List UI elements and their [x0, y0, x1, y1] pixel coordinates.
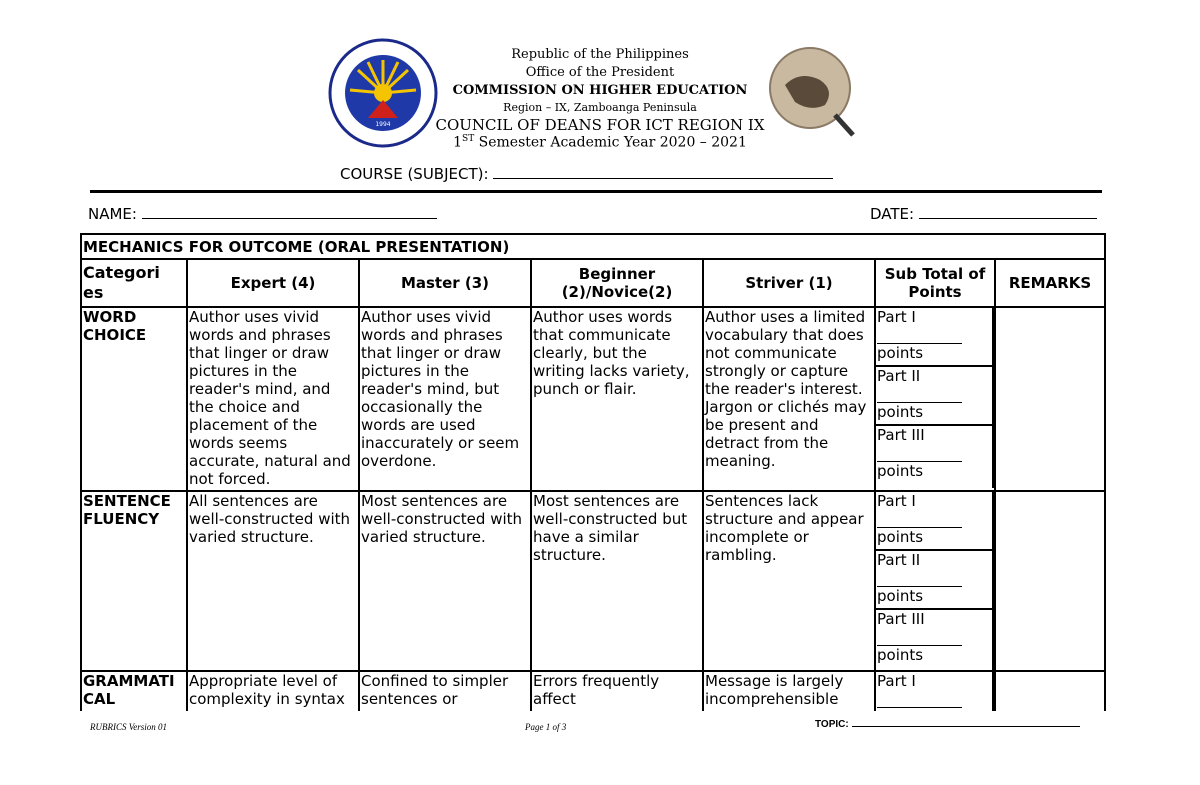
date-input-line[interactable]	[919, 218, 1097, 219]
cell-striver: Sentences lack structure and appear incomplete or rambling.	[703, 491, 875, 671]
table-row	[81, 671, 1105, 713]
footer-page: Page 1 of 3	[525, 722, 567, 732]
cell-master: Author uses vivid words and phrases that linger or draw pictures in the reader's mind, but occasionally the words are used inaccurately or seem overdone.	[359, 307, 531, 491]
category-word-choice: WORD CHOICE	[81, 307, 187, 491]
part-box[interactable]: Part I	[876, 672, 994, 712]
part-box[interactable]: Part II points	[876, 367, 994, 426]
table-title: MECHANICS FOR OUTCOME (ORAL PRESENTATION)	[81, 234, 1105, 259]
header-line-2: Office of the President	[525, 65, 675, 80]
cell-expert: Appropriate level of complexity in syntax	[187, 671, 359, 713]
cell-subtotal	[875, 491, 995, 671]
category-sentence-fluency: SENTENCE FLUENCY	[81, 491, 187, 671]
name-label: NAME:	[88, 205, 137, 223]
cell-subtotal	[875, 307, 995, 491]
header-subtotal: Sub Total of Points	[875, 259, 995, 307]
topic-field	[815, 719, 1080, 730]
header-remarks: REMARKS	[995, 259, 1105, 307]
topic-input-line[interactable]	[852, 726, 1080, 727]
cell-remarks[interactable]	[995, 491, 1105, 671]
divider	[90, 190, 1102, 193]
date-label: DATE:	[870, 205, 915, 223]
cell-beginner: Author uses words that communicate clearly, but the writing lacks variety, punch or flair.	[531, 307, 703, 491]
cell-beginner: Errors frequently affect	[531, 671, 703, 713]
table-row	[81, 491, 1105, 671]
part-box[interactable]: Part III points	[876, 426, 994, 488]
course-field	[340, 165, 833, 183]
topic-label: TOPIC:	[815, 719, 849, 730]
cell-subtotal	[875, 671, 995, 713]
cell-beginner: Most sentences are well-constructed but have a similar structure.	[531, 491, 703, 671]
cell-master: Confined to simpler sentences or	[359, 671, 531, 713]
name-field	[88, 205, 437, 223]
table-row	[81, 307, 1105, 491]
header-striver: Striver (1)	[703, 259, 875, 307]
rubric-table	[80, 233, 1106, 714]
header-categories: Categori es	[81, 259, 187, 307]
cell-expert: All sentences are well-constructed with varied structure.	[187, 491, 359, 671]
part-box[interactable]: Part I points	[876, 492, 994, 551]
part-box[interactable]: Part III points	[876, 610, 994, 670]
header-master: Master (3)	[359, 259, 531, 307]
svg-text:1994: 1994	[375, 121, 391, 128]
course-label: COURSE (SUBJECT):	[340, 165, 489, 183]
cell-striver: Message is largely incomprehensible	[703, 671, 875, 713]
cell-remarks[interactable]	[995, 671, 1105, 713]
cell-striver: Author uses a limited vocabulary that does not communicate strongly or capture the reader's interest. Jargon or clichés may be present and detract from the meaning.	[703, 307, 875, 491]
header-beginner: Beginner (2)/Novice(2)	[531, 259, 703, 307]
header-line-5: COUNCIL OF DEANS FOR ICT REGION IX	[435, 116, 765, 134]
header-line-4: Region – IX, Zamboanga Peninsula	[503, 101, 697, 114]
cell-expert: Author uses vivid words and phrases that linger or draw pictures in the reader's mind, and the choice and placement of the words seems accurate, natural and not forced.	[187, 307, 359, 491]
category-grammatical: GRAMMATI CAL	[81, 671, 187, 713]
part-box[interactable]: Part I points	[876, 308, 994, 367]
header-line-1: Republic of the Philippines	[511, 47, 689, 62]
cell-remarks[interactable]	[995, 307, 1105, 491]
header-expert: Expert (4)	[187, 259, 359, 307]
header-line-3: COMMISSION ON HIGHER EDUCATION	[452, 83, 748, 98]
footer-version: RUBRICS Version 01	[90, 722, 167, 732]
course-input-line[interactable]	[493, 178, 833, 179]
name-input-line[interactable]	[142, 218, 437, 219]
date-field	[870, 205, 1097, 223]
part-box[interactable]: Part II points	[876, 551, 994, 610]
semester-line: 1ST Semester Academic Year 2020 – 2021	[453, 134, 747, 151]
cell-master: Most sentences are well-constructed with varied structure.	[359, 491, 531, 671]
